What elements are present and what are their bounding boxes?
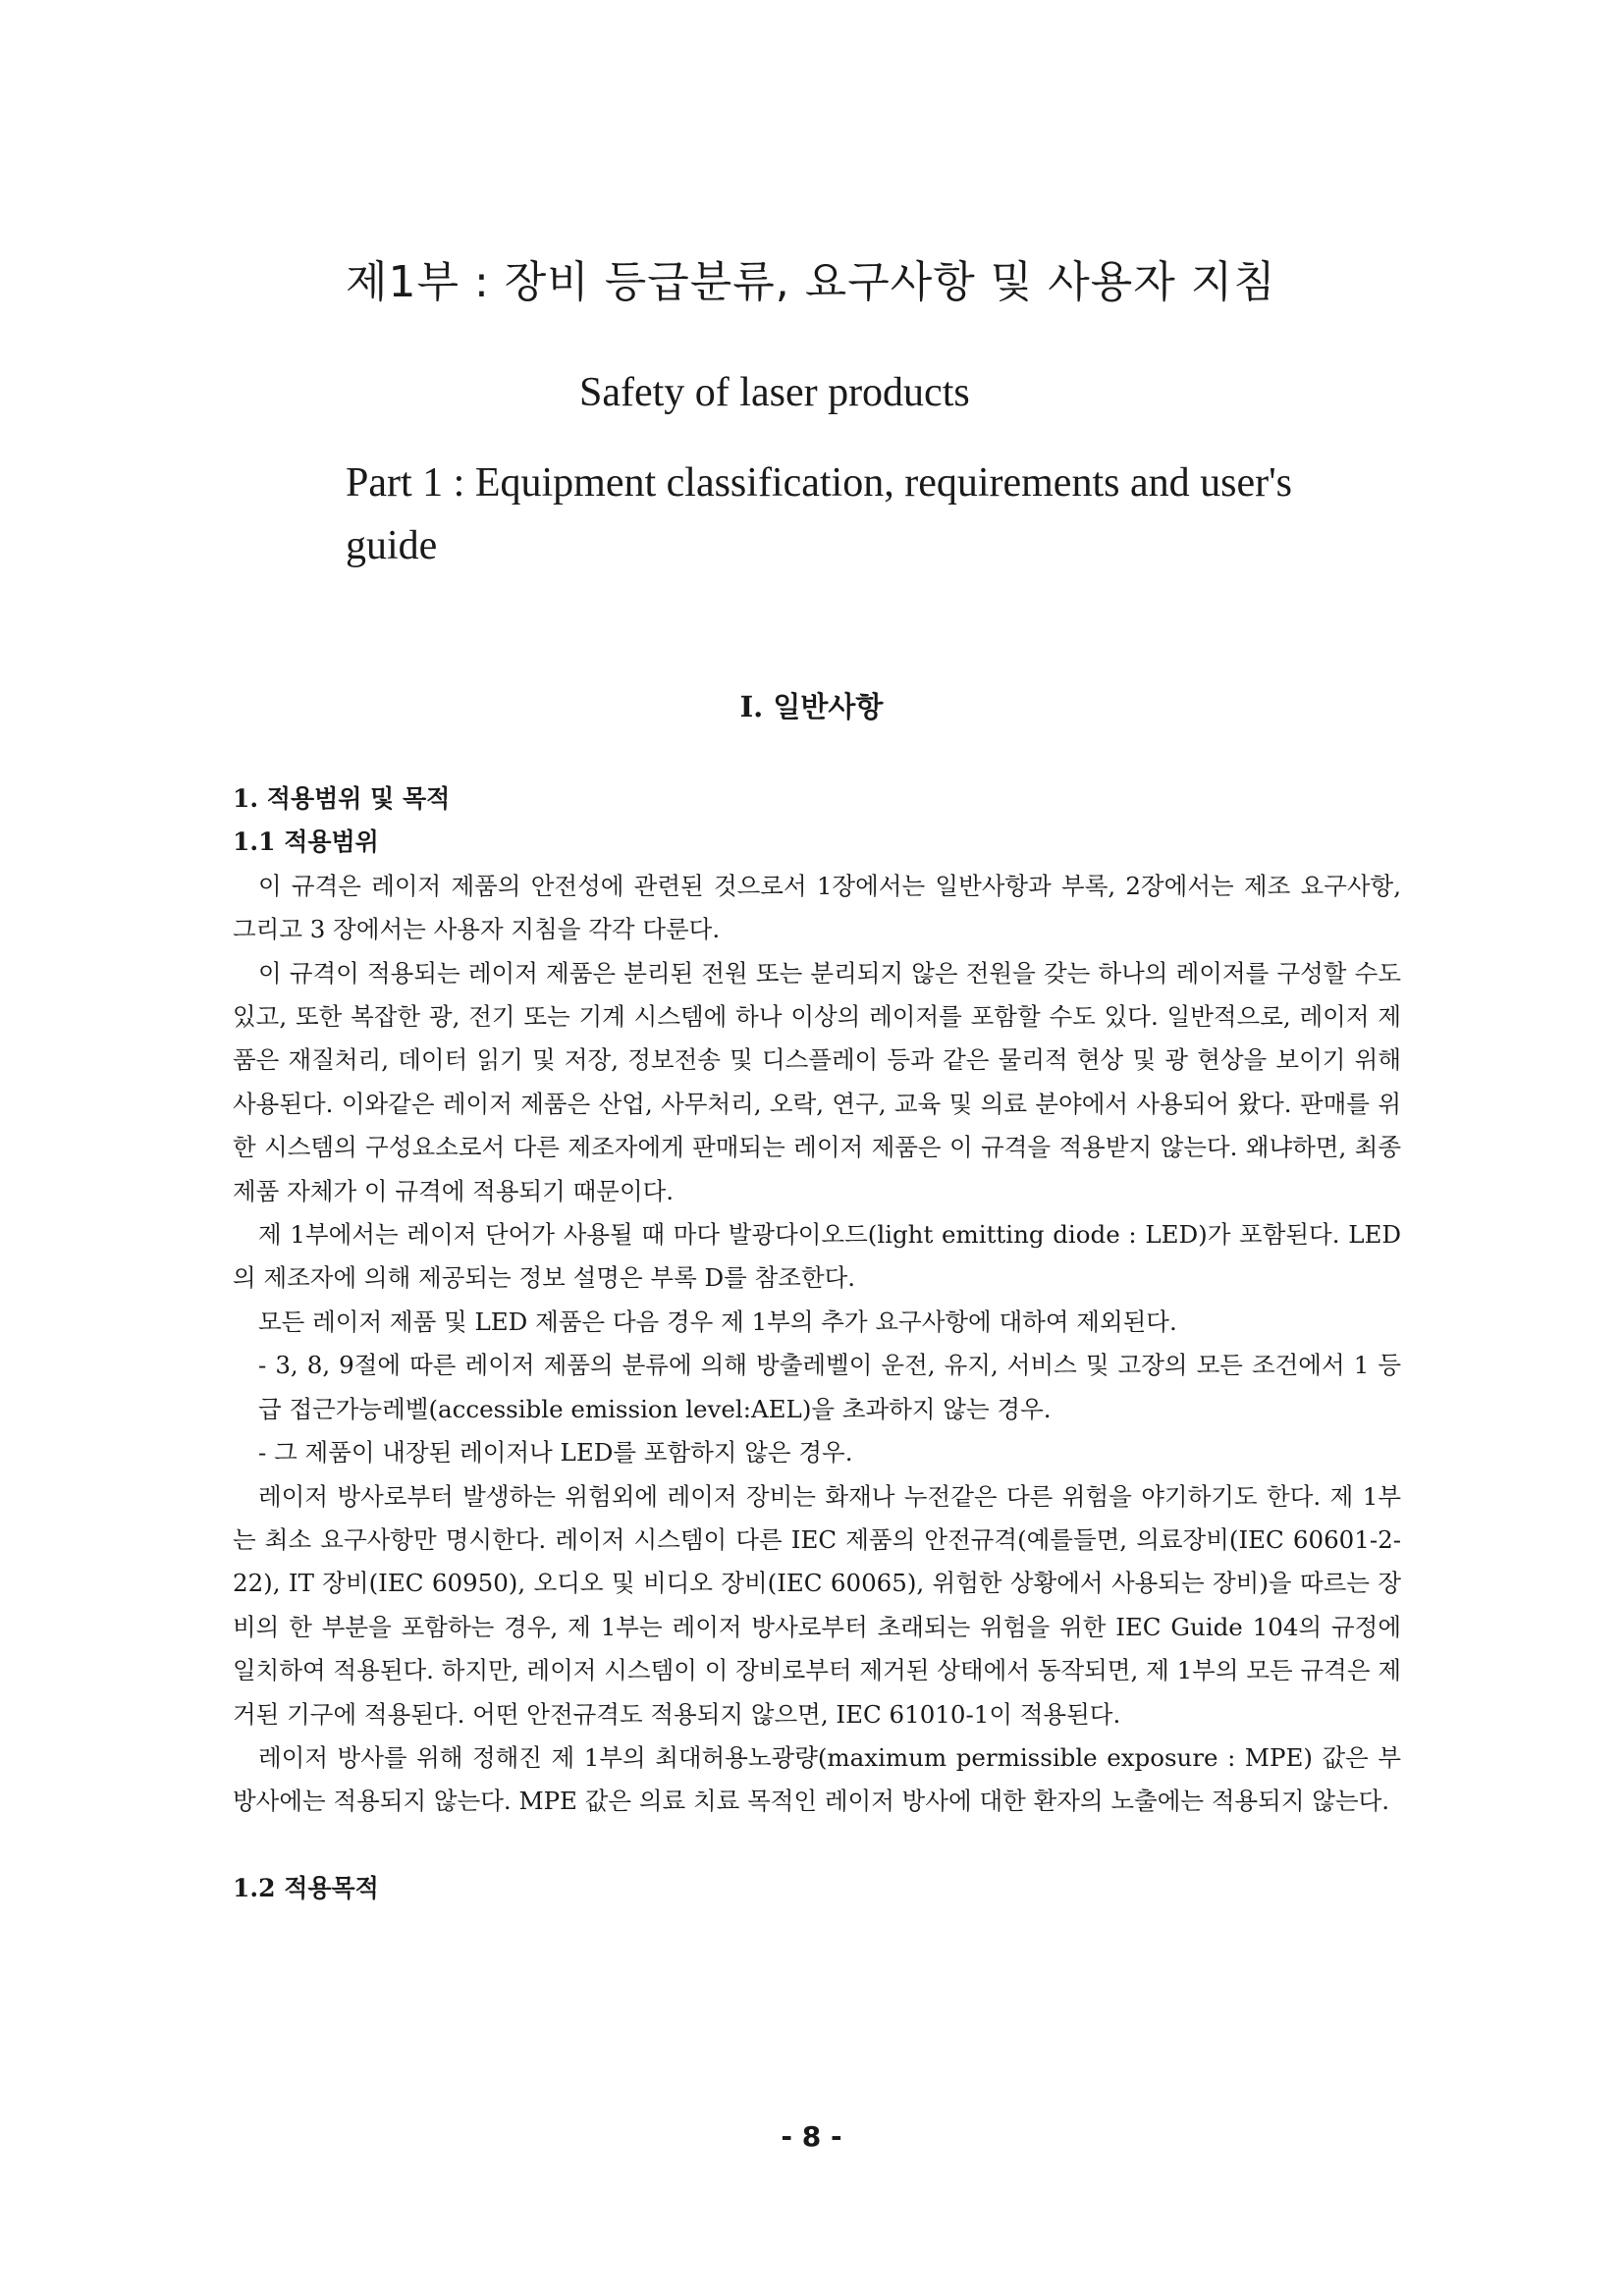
paragraph: 제 1부에서는 레이저 단어가 사용될 때 마다 발광다이오드(light emitting diode : LED)가 포함된다. LED의 제조자에 의해 제공되는 정보 설명은 부록 D를 참조한다. <box>233 1220 1401 1293</box>
body-text <box>233 777 1401 1910</box>
paragraph: 레이저 방사로부터 발생하는 위험외에 레이저 장비는 화재나 누전같은 다른 위험을 야기하기도 한다. 제 1부는 최소 요구사항만 명시한다. 레이저 시스템이 다른 IEC 제품의 안전규격(예를들면, 의료장비(IEC 60601-2-22), IT 장비(IEC 60950), 오디오 및 비디오 장비(IEC 60065), 위험한 상황에서 사용되는 장비)을 따르는 장비의 한 부분을 포함하는 경우, 제 1부는 레이저 방사로부터 초래되는 위험을 위한 IEC Guide 104의 규정에 일치하여 적용된다. 하지만, 레이저 시스템이 이 장비로부터 제거된 상태에서 동작되면, 제 1부의 모든 규격은 제거된 기구에 적용된다. 어떤 안전규격도 적용되지 않으면, IEC 61010-1이 적용된다. <box>233 1481 1401 1729</box>
part-title: Part 1 : Equipment classification, requirements and user's guide <box>346 460 1292 568</box>
paragraph: 이 규격은 레이저 제품의 안전성에 관련된 것으로서 1장에서는 일반사항과 부록, 2장에서는 제조 요구사항, 그리고 3 장에서는 사용자 지침을 각각 다룬다. <box>233 871 1401 944</box>
section-heading: I. 일반사항 <box>739 690 884 723</box>
subsection-heading-1: 1. 적용범위 및 목적 <box>233 784 451 813</box>
page-number: - 8 - <box>781 2120 842 2153</box>
spacer <box>233 1824 1401 1867</box>
paragraph: 모든 레이저 제품 및 LED 제품은 다음 경우 제 1부의 추가 요구사항에 대하여 제외된다. <box>258 1307 1177 1336</box>
paragraph: 이 규격이 적용되는 레이저 제품은 분리된 전원 또는 분리되지 않은 전원을 갖는 하나의 레이저를 구성할 수도 있고, 또한 복잡한 광, 전기 또는 기계 시스템에 하나 이상의 레이저를 포함할 수도 있다. 일반적으로, 레이저 제품은 재질처리, 데이터 읽기 및 저장, 정보전송 및 디스플레이 등과 같은 물리적 현상 및 광 현상을 보이기 위해 사용된다. 이와같은 레이저 제품은 산업, 사무처리, 오락, 연구, 교육 및 의료 분야에서 사용되어 왔다. 판매를 위한 시스템의 구성요소로서 다른 제조자에게 판매되는 레이저 제품은 이 규격을 적용받지 않는다. 왜냐하면, 최종제품 자체가 이 규격에 적용되기 때문이다. <box>233 958 1401 1205</box>
english-title: Safety of laser products <box>579 370 970 415</box>
subsection-heading-1-1: 1.1 적용범위 <box>233 828 379 857</box>
korean-title: 제1부 : 장비 등급분류, 요구사항 및 사용자 지침 <box>346 257 1276 307</box>
list-item: - 3, 8, 9절에 따른 레이저 제품의 분류에 의해 방출레벨이 운전, 유지, 서비스 및 고장의 모든 조건에서 1 등급 접근가능레벨(accessible emission level:AEL)을 초과하지 않는 경우. <box>258 1351 1401 1423</box>
list-item: - 그 제품이 내장된 레이저나 LED를 포함하지 않은 경우. <box>258 1438 853 1468</box>
subsection-heading-1-2: 1.2 적용목적 <box>233 1873 379 1902</box>
paragraph: 레이저 방사를 위해 정해진 제 1부의 최대허용노광량(maximum permissible exposure : MPE) 값은 부 방사에는 적용되지 않는다. MPE 값은 의료 치료 목적인 레이저 방사에 대한 환자의 노출에는 적용되지 않는다. <box>233 1742 1401 1816</box>
